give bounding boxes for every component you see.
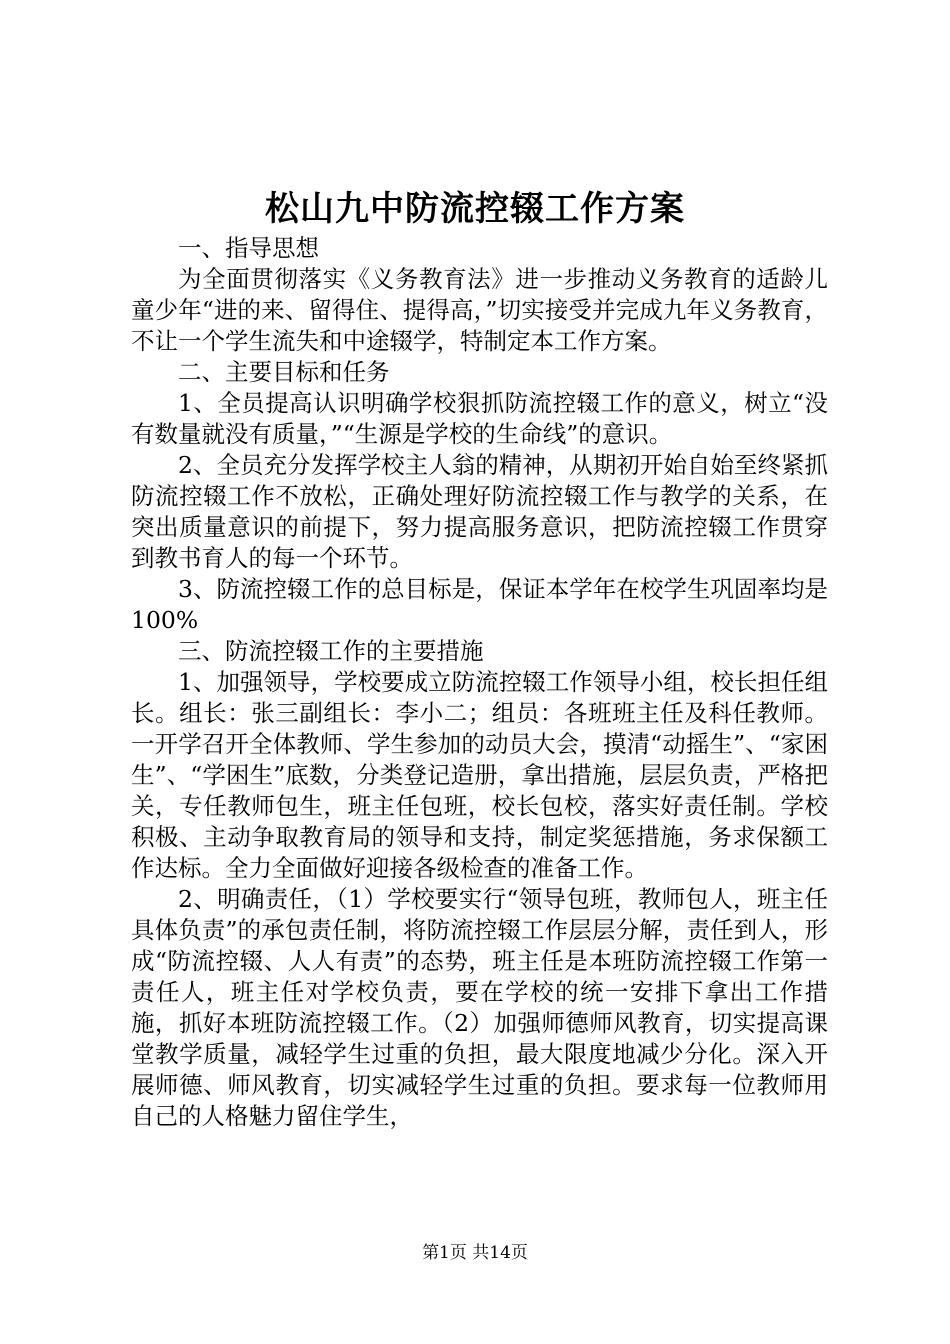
document-body: [131, 233, 828, 1132]
paragraph: 2、全员充分发挥学校主人翁的精神，从期初开始自始至终紧抓防流控辍工作不放松，正确处理好防流控辍工作与教学的关系，在突出质量意识的前提下，努力提高服务意识，把防流控辍工作贯穿到教书育人的每一个环节。: [131, 451, 828, 572]
paragraph: 为全面贯彻落实《义务教育法》进一步推动义务教育的适龄儿童少年“进的来、留得住、提得高，”切实接受并完成九年义务教育，不让一个学生流失和中途辍学，特制定本工作方案。: [131, 265, 828, 355]
section-heading-guiding-ideology: 一、指导思想: [178, 234, 319, 262]
section-heading-main-measures: 三、防流控辍工作的主要措施: [178, 637, 484, 665]
paragraph: 1、全员提高认识明确学校狠抓防流控辍工作的意义，树立“没有数量就没有质量，”“生源是学校的生命线”的意识。: [131, 389, 828, 448]
page-footer: 第1页 共14页: [422, 1243, 528, 1263]
paragraph: 2、明确责任，（1）学校要实行“领导包班，教师包人，班主任具体负责”的承包责任制，将防流控辍工作层层分解，责任到人，形成“防流控辍、人人有责”的态势，班主任是本班防流控辍工作第一责任人，班主任对学校负责，要在学校的统一安排下拿出工作措施，抓好本班防流控辍工作。（2）加强师德师风教育，切实提高课堂教学质量，减轻学生过重的负担，最大限度地减少分化。深入开展师德、师风教育，切实减轻学生过重的负担。要求每一位教师用自己的人格魅力留住学生，: [131, 885, 828, 1130]
document-title: 松山九中防流控辍工作方案: [265, 189, 685, 229]
paragraph: 3、防流控辍工作的总目标是，保证本学年在校学生巩固率均是100%: [131, 575, 828, 634]
paragraph: 1、加强领导，学校要成立防流控辍工作领导小组，校长担任组长。组长：张三副组长：李小二；组员：各班班主任及科任教师。一开学召开全体教师、学生参加的动员大会，摸清“动摇生”、“家困生”、“学困生”底数，分类登记造册，拿出措施，层层负责，严格把关，专任教师包生，班主任包班，校长包校，落实好责任制。学校积极、主动争取教育局的领导和支持，制定奖惩措施，务求保额工作达标。全力全面做好迎接各级检查的准备工作。: [131, 668, 828, 882]
section-heading-goals-tasks: 二、主要目标和任务: [178, 358, 390, 386]
